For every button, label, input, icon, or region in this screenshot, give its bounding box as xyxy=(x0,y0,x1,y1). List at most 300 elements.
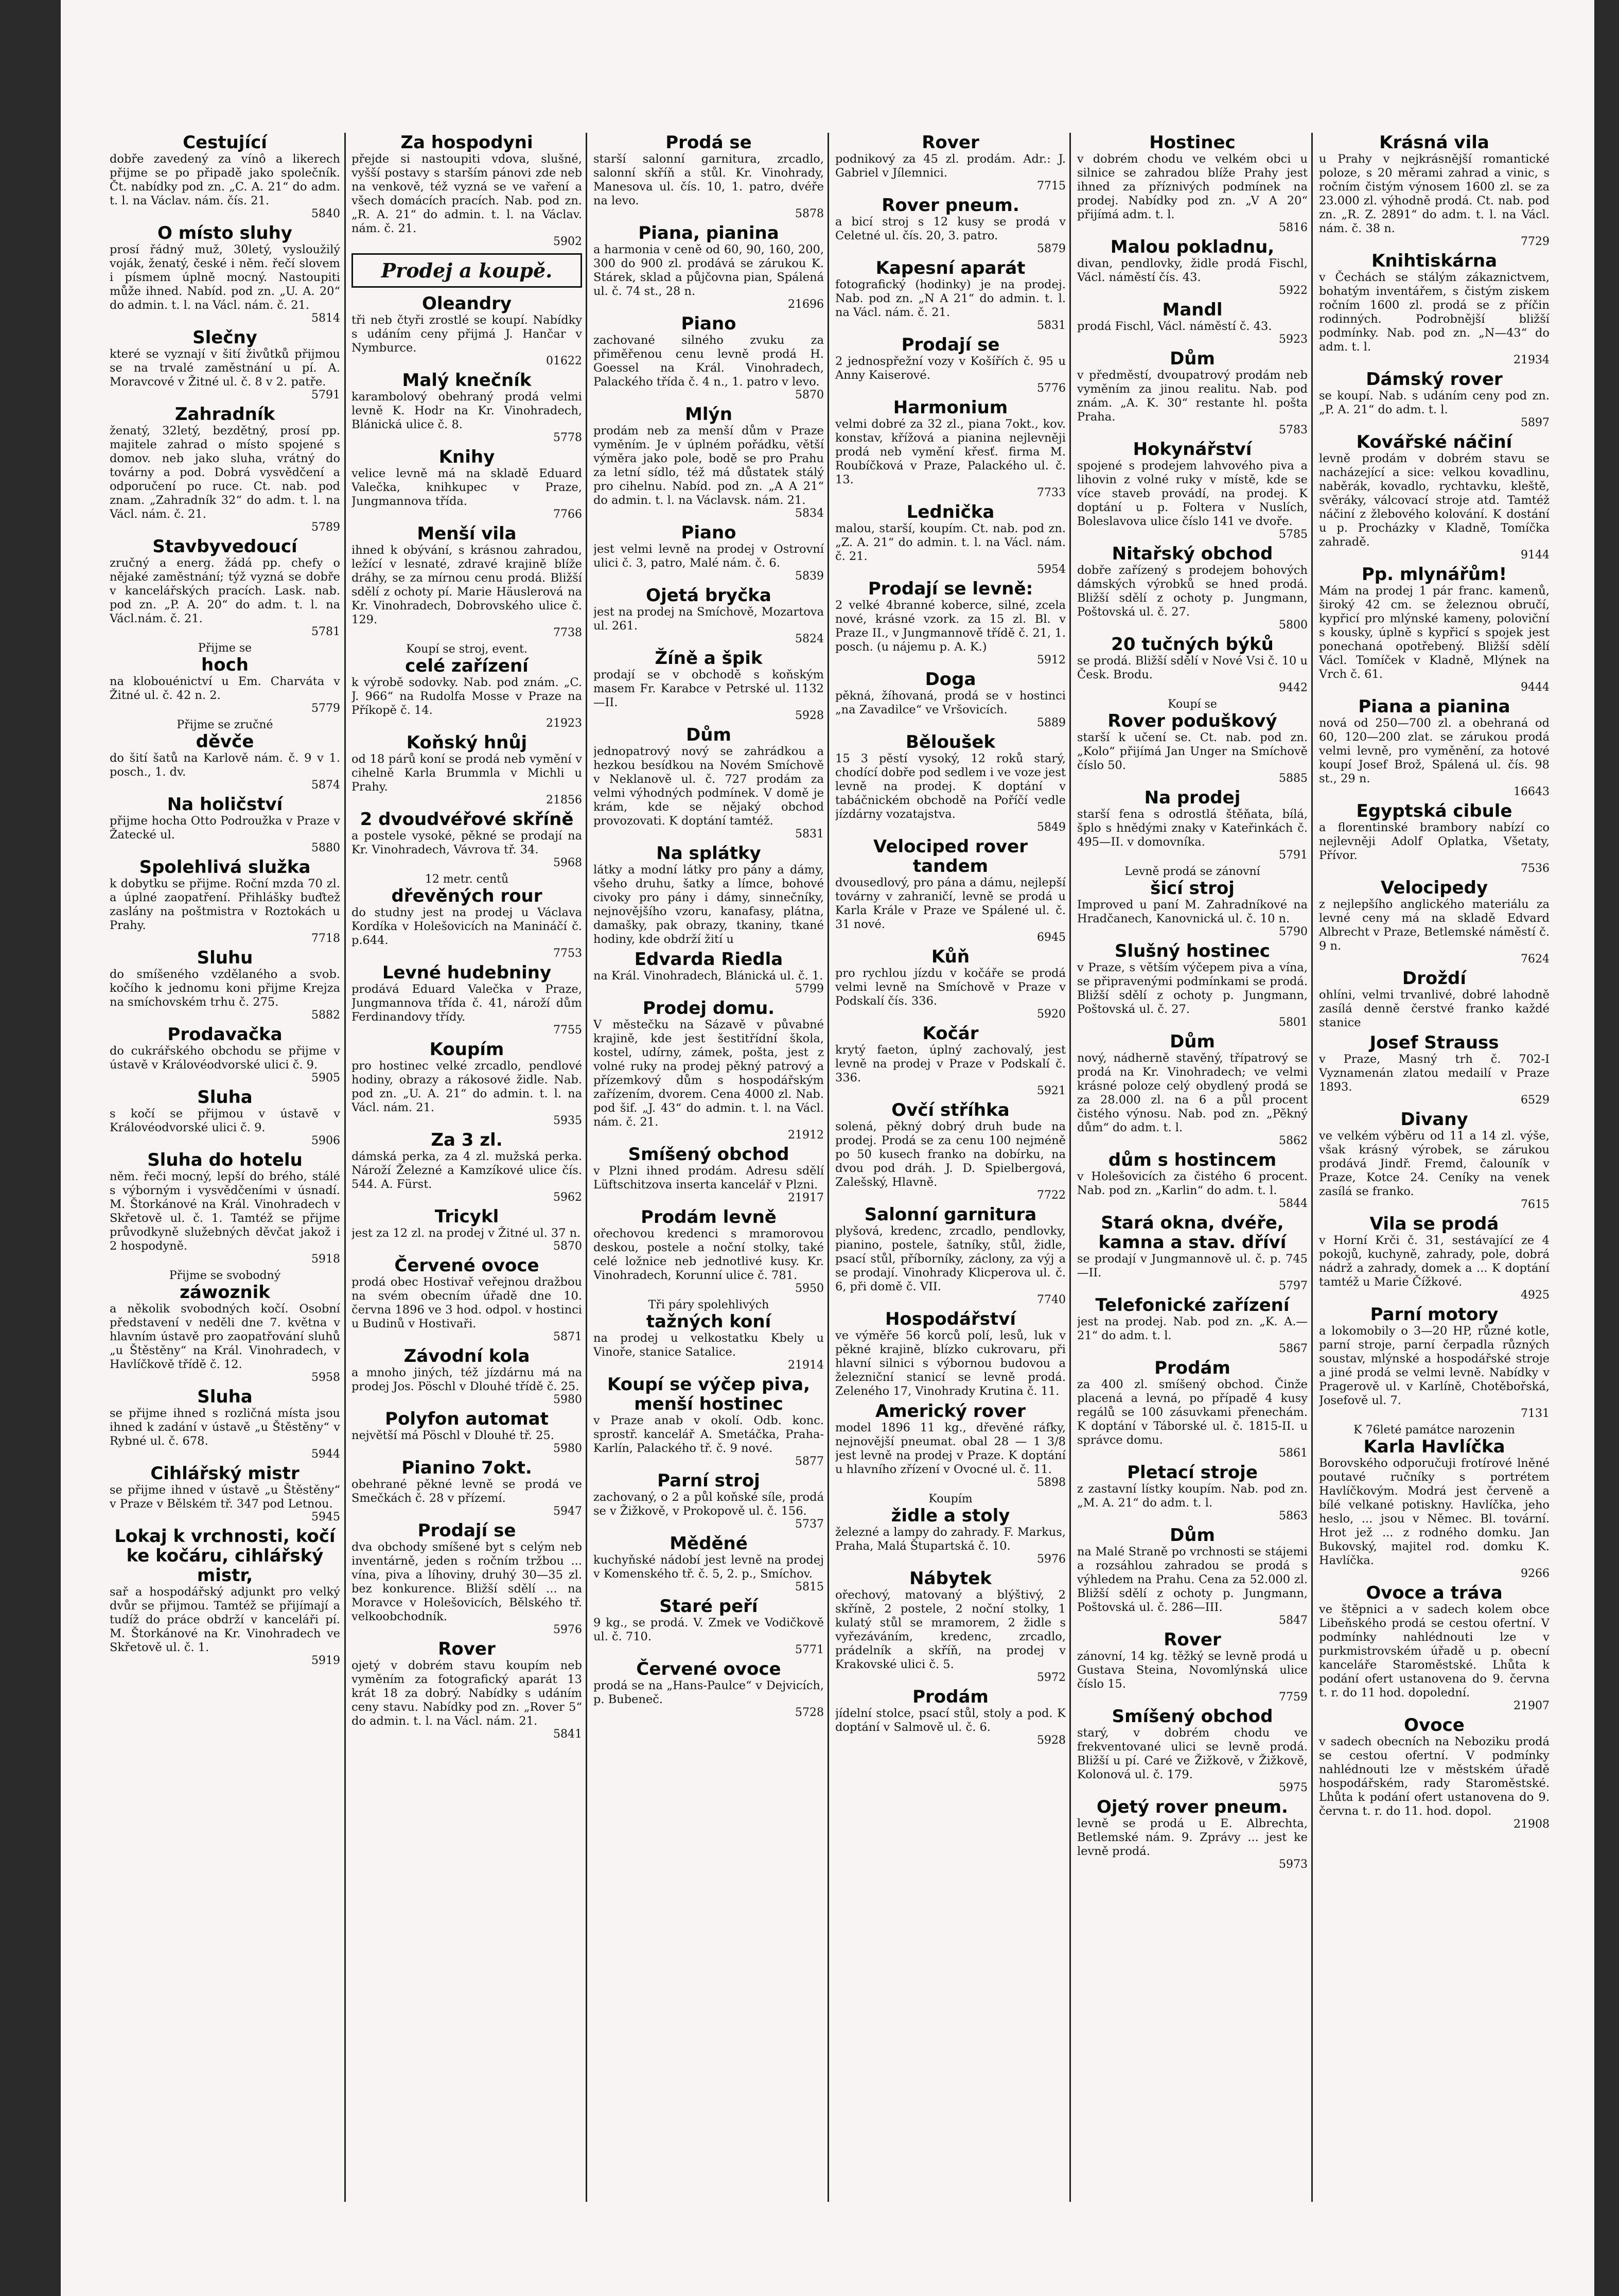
ad-text: a bicí stroj s 12 kusy se prodá v Celetné ul. čís. 20, 3. patro. xyxy=(835,215,1066,242)
ad-text: se koupí. Nab. s udáním ceny pod zn. „P. A. 21“ do adm. t. l. xyxy=(1319,389,1550,416)
classified-ad xyxy=(835,1401,1066,1489)
classified-ad xyxy=(593,1145,824,1204)
classified-ad xyxy=(110,328,340,401)
ad-code: 5737 xyxy=(795,1518,824,1531)
ad-code: 5976 xyxy=(1037,1553,1066,1566)
ad-heading: Dům xyxy=(1170,1525,1215,1546)
classified-ad xyxy=(110,133,340,220)
ad-heading: Pp. mlynářům! xyxy=(1361,564,1507,585)
classified-ad xyxy=(593,1298,824,1372)
ad-heading: Žíně a špik xyxy=(655,648,763,669)
ad-code: 5839 xyxy=(795,570,824,583)
ad-text: ořechový, matovaný a blýštivý, 2 skříně, 2 postele, 2 noční stolky, 1 kulatý stůl se mramorem, 2 židle s vyřezáváním, kredenc, zrcadlo, prádelník a skříň, na prodej v Krakovské ulici č. 5. xyxy=(835,1588,1066,1671)
ad-heading: Prodám xyxy=(1154,1358,1230,1378)
classified-ad xyxy=(1077,1526,1308,1627)
ad-heading: Ovoce xyxy=(1404,1715,1465,1736)
ad-text: a harmonia v ceně od 60, 90, 160, 200, 300 do 900 zl. prodává se zárukou K. Stárek, sklad a půjčovna pian, Spálená ul. č. 74 st., 28 n. xyxy=(593,243,824,298)
ad-code: 7131 xyxy=(1521,1407,1550,1420)
ad-heading: Edvarda Riedla xyxy=(634,949,783,970)
ad-code: 5880 xyxy=(311,842,340,854)
ad-code: 9444 xyxy=(1521,681,1550,694)
classified-ad xyxy=(593,314,824,401)
ad-code: 9144 xyxy=(1521,549,1550,562)
ad-heading: Pletací stroje xyxy=(1127,1462,1258,1483)
ad-text: Borovského odporučuji frotírové lněné poutavé ručníky s portrétem Havlíčkovým. Modrá jest červeně a bílé velkané potiskny. Havlíčka, jeho heslo, ... jsou v Němec. Bl. tovární. Hrot jež ... z rodného domku. Jan Bukovský, majitel rod. domku K. Havlíčka. xyxy=(1319,1457,1550,1567)
ad-text: něm. řeči mocný, lepší do brého, stálé s výborným i vysvědčeními v úsnadí. M. Štorkánové na Král. Vinohradech v Skřetově ul. č. 1. Tamtéž se přijme průvodkyně služebných děvčat jakož i 2 hospodyně. xyxy=(110,1170,340,1253)
ad-text: se přijme ihned v ústavě „u Štěstěny“ v Praze v Bělském tř. 347 pod Letnou. xyxy=(110,1483,340,1511)
ad-heading: Lokaj k vrchnosti, kočí ke kočáru, cihlářský mistr, xyxy=(114,1526,336,1586)
ad-heading: Dámský rover xyxy=(1366,369,1503,390)
ad-preheading: 12 metr. centů xyxy=(425,873,509,886)
ad-text: 2 jednospřežní vozy v Košířích č. 95 u Anny Kaiserové. xyxy=(835,355,1066,382)
classified-ad xyxy=(835,1569,1066,1684)
ad-heading: Dům xyxy=(1170,1031,1215,1052)
ad-text: u Prahy v nejkrásnější romantické poloze, s 20 měrami zahrad a vinic, s ročním čistým výnosem 1600 zl. se za 23.000 zl. výhodně prodá. Ct. nab. pod zn. „R. Z. 2891“ do adm. t. l. na Václ. nám. č. 38 n. xyxy=(1319,152,1550,235)
ad-code: 5972 xyxy=(1037,1671,1066,1684)
classified-ad xyxy=(1077,1032,1308,1147)
ad-heading: Malý knečník xyxy=(402,370,532,391)
ad-heading: Americký rover xyxy=(875,1401,1026,1422)
classified-ad xyxy=(835,1309,1066,1398)
ad-heading: Salonní garnitura xyxy=(864,1204,1037,1225)
ad-text: ženatý, 32letý, bezdětný, prosí pp. majitele zahrad o místo spojené s domov. neb jako sluha, vrátný do továrny a pod. Dobrá vysvědčení a odporučení po ruce. Ct. nab. pod znam. „Zahradník 32“ do adm. t. l. na Václ. nám. č. 21. xyxy=(110,424,340,521)
ad-heading: Rover poduškový xyxy=(1107,711,1277,731)
classified-ad xyxy=(110,1269,340,1384)
ad-code: 5791 xyxy=(311,389,340,401)
ad-code: 7733 xyxy=(1037,486,1066,499)
ad-heading: Zahradník xyxy=(174,404,275,425)
ad-heading: Parní stroj xyxy=(657,1470,760,1491)
newspaper-page xyxy=(61,0,1594,2296)
ad-text: do cukrářského obchodu se přijme v ústavě v Královéodvorské ulici č. 9. xyxy=(110,1044,340,1072)
ad-text: zachované silného zvuku za přiměřenou cenu levně prodá H. Goessel na Král. Vinohradech, Palackého třída č. 4 n., 1. patro v levo. xyxy=(593,334,824,389)
ad-code: 21908 xyxy=(1514,1818,1550,1831)
ad-heading: Velociped rover tandem xyxy=(873,836,1028,877)
classified-ad xyxy=(110,1088,340,1147)
ad-code: 5814 xyxy=(311,312,340,325)
ad-code: 5728 xyxy=(795,1706,824,1719)
ad-code: 7615 xyxy=(1521,1198,1550,1211)
ad-preheading: Přijme se xyxy=(198,642,252,655)
ad-preheading: Koupí se stroj, event. xyxy=(406,643,527,656)
ad-text: do smíšeného vzdělaného a svob. kočího k jednomu koni přijme Krejza na smíchovském trhu č. 275. xyxy=(110,968,340,1009)
ad-text: železné a lampy do zahrady. F. Markus, Praha, Malá Štupartská č. 10. xyxy=(835,1526,1066,1553)
ad-heading: hoch xyxy=(201,655,249,675)
ad-code: 5944 xyxy=(311,1448,340,1461)
ad-text: jest na prodej na Smíchově, Mozartova ul. 261. xyxy=(593,605,824,633)
ad-heading: Kapesní aparát xyxy=(875,258,1026,278)
ad-code: 5861 xyxy=(1279,1447,1308,1460)
ad-code: 5863 xyxy=(1279,1510,1308,1522)
ad-heading: Knihy xyxy=(438,447,495,467)
ad-text: v dobrém chodu ve velkém obci u silnice se zahradou blíže Prahy jest ihned za příznivých podmínek na prodej. Nabídky pod zn. „V A 20“ přijímá adm. t. l. xyxy=(1077,152,1308,221)
ad-heading: Oleandry xyxy=(421,293,512,314)
ad-text: zručný a energ. žádá pp. chefy o nějaké zaměstnání; týž vyzná se dobře v kancelářských pracích. Lask. nab. pod zn. „P. A. 20“ do adm. t. l. na Václ.nám. č. 21. xyxy=(110,556,340,625)
ad-heading: Stavbyvedoucí xyxy=(152,536,297,557)
classified-ad xyxy=(593,523,824,583)
classified-ad xyxy=(593,844,824,947)
ad-code: 5950 xyxy=(795,1282,824,1295)
ad-heading: 20 tučných býků xyxy=(1111,634,1274,655)
ad-text: k dobytku se přijme. Roční mzda 70 zl. a úplné zaopatření. Přihlášky buďtež zaslány na poštmistra v Roztokách u Prahy. xyxy=(110,877,340,932)
ad-heading: Piano xyxy=(681,313,736,334)
classified-ad xyxy=(593,223,824,311)
ad-text: se přijme ihned s rozličná místa jsou ihned k zadání v ústavě „u Štěstěny“ v Rybné ul. č. 678. xyxy=(110,1407,340,1448)
ad-code: 5783 xyxy=(1279,424,1308,436)
classified-ad xyxy=(835,1205,1066,1306)
ad-text: látky a modní látky pro pány a dámy, všeho druhu, šatky a límce, bohové civoky pro pány i dámy, sinnečníky, nejnovějšího vzoru, kanafasy, plátna, damašky, pak obrazy, tkaniny, tkané hodiny, kde obdrží žití u xyxy=(593,863,824,946)
ad-code: 5831 xyxy=(1037,319,1066,332)
ad-heading: Prodavačka xyxy=(167,1024,283,1045)
ad-code: 7766 xyxy=(553,508,582,521)
ad-text: v Praze, Masný trh č. 702-I Vyznamenán zlatou medailí v Praze 1893. xyxy=(1319,1053,1550,1094)
ad-code: 5954 xyxy=(1037,563,1066,576)
classified-ad xyxy=(1077,1358,1308,1460)
ad-text: sař a hospodářský adjunkt pro velký dvůr se přijmou. Tamtéž se přijímají a tudíž do práce obdrží v kanceláři pí. M. Štorkánové na Kr. Vinohradech ve Skřetově ul. č. 1. xyxy=(110,1585,340,1654)
ad-code: 7729 xyxy=(1521,235,1550,248)
ad-text: divan, pendlovky, židle prodá Fischl, Václ. náměstí čís. 43. xyxy=(1077,257,1308,284)
ad-heading: šicí stroj xyxy=(1150,878,1235,899)
ad-heading: Prodám levně xyxy=(641,1207,777,1228)
ad-text: tři neb čtyři zrostlé se koupí. Nabídky s udáním ceny přijmá J. Hančar v Nymburce. xyxy=(351,313,582,355)
ad-heading: Prodají se levně: xyxy=(868,579,1033,599)
ad-heading: Egyptská cibule xyxy=(1356,801,1512,821)
classified-ad xyxy=(351,810,582,869)
ad-heading: Mlýn xyxy=(685,404,732,425)
ad-code: 7738 xyxy=(553,626,582,639)
ad-code: 5905 xyxy=(311,1072,340,1084)
ad-text: spojené s prodejem lahvového piva a lihovin z volné ruky v místě, kde se více staveb provádí, na prodej. K doptání u p. Foltera v Nuslích, Boleslavova ulice číslo 141 ve dvoře. xyxy=(1077,459,1308,528)
ad-heading: Lednička xyxy=(906,502,995,522)
classified-ad xyxy=(835,1492,1066,1566)
ad-text: dámská perka, za 4 zl. mužská perka. Nároží Železné a Kamzíkové ulice čís. 544. A. Fürst. xyxy=(351,1150,582,1191)
ad-code: 7759 xyxy=(1279,1691,1308,1704)
classified-ad xyxy=(593,1659,824,1719)
ad-heading: Červené ovoce xyxy=(394,1255,539,1276)
classified-ad xyxy=(593,405,824,520)
ad-heading: Ovoce a tráva xyxy=(1366,1583,1503,1603)
ad-heading: Divany xyxy=(1400,1109,1468,1130)
ad-text: ve velkém výběru od 11 a 14 zl. výše, však krásný výrobek, se zárukou prodává Jindř. Fremd, čalouník v Praze, Kotce 24. Ceníky na venek zasílá se franko. xyxy=(1319,1129,1550,1198)
ad-heading: Telefonické zařízení xyxy=(1095,1295,1290,1316)
ad-text: pro hostinec velké zrcadlo, pendlové hodiny, obrazy a rákosové židle. Nab. pod zn. „U. A. 21“ do admin. t. l. na Václ. nám. 21. xyxy=(351,1059,582,1114)
ad-text: levně se prodá u E. Albrechta, Betlemské nám. 9. Zprávy ... jest ke levně prodá. xyxy=(1077,1817,1308,1858)
ad-code: 5976 xyxy=(553,1623,582,1636)
ad-text: jest velmi levně na prodej v Ostrovní ulici č. 3, patro, Malé nám. č. 6. xyxy=(593,542,824,570)
ad-text: v Praze anab v okolí. Odb. konc. sprostř. kancelář A. Smetáčka, Praha-Karlín, Palackého tř. č. 9 nové. xyxy=(593,1414,824,1455)
classified-ad xyxy=(351,1040,582,1127)
ad-preheading: Přijme se svobodný xyxy=(169,1269,281,1282)
ad-heading: Droždí xyxy=(1402,968,1467,989)
ad-text: model 1896 11 kg., dřevěné ráfky, nejnovější pneumat. obal 28 — 1 3/8 jest levně na prodej v Praze. K doptání u hlavního zřízení v Ovocné ul. č. 11. xyxy=(835,1421,1066,1476)
ad-code: 5840 xyxy=(311,207,340,220)
ad-heading: záwoznik xyxy=(180,1282,270,1303)
ad-text: za 400 zl. smíšený obchod. Činže placená a levná, po případě 4 kusy regálů se 100 zásuvkami přenechám. K doptání v Táborské ul. č. 1815-II. u správce domu. xyxy=(1077,1378,1308,1447)
ad-code: 16643 xyxy=(1514,785,1550,798)
classified-ad xyxy=(593,133,824,220)
ad-text: v Čechách se stálým zákaznictvem, bohatým inventářem, s čistým ziskem ročním 1600 zl. prodá se z příčin rodinných. Podrobnější bližší podmínky. Nab. pod zn. „N—43“ do adm. t. l. xyxy=(1319,271,1550,354)
ad-heading: Rover xyxy=(438,1639,496,1659)
ad-text: zánovní, 14 kg. těžký se levně prodá u Gustava Steina, Novomlýnská ulice číslo 15. xyxy=(1077,1650,1308,1691)
ad-code: 7536 xyxy=(1521,862,1550,875)
ad-code: 5870 xyxy=(795,389,824,401)
ad-code: 5799 xyxy=(795,983,824,995)
classified-ad xyxy=(593,725,824,840)
classified-ad xyxy=(835,837,1066,944)
ad-code: 5870 xyxy=(553,1240,582,1253)
classified-ad xyxy=(1077,300,1308,346)
ad-code: 5781 xyxy=(311,625,340,638)
classified-ad xyxy=(351,447,582,521)
ad-code: 5877 xyxy=(795,1455,824,1468)
ad-heading: Měděné xyxy=(670,1533,748,1554)
ad-heading: Cestující xyxy=(183,133,267,153)
classified-ad xyxy=(110,718,340,792)
ad-heading: Kovářské náčiní xyxy=(1356,432,1512,452)
classified-ad xyxy=(1319,1583,1550,1712)
ad-heading: O místo sluhy xyxy=(157,223,292,243)
ad-code: 5831 xyxy=(795,828,824,840)
ad-text: a florentinské brambory nabízí co nejlevněji Adolf Oplatka, Všetaty, Přívor. xyxy=(1319,821,1550,862)
ad-code: 5841 xyxy=(553,1728,582,1741)
classified-ad xyxy=(1319,1423,1550,1580)
ad-code: 5885 xyxy=(1279,772,1308,785)
classified-ad xyxy=(593,1375,824,1468)
ad-code: 7715 xyxy=(1037,180,1066,192)
classified-ad xyxy=(1077,1630,1308,1704)
ad-heading: Rover xyxy=(922,133,979,153)
ad-text: starý, v dobrém chodu ve frekventované ulici se levně prodá. Bližší u pí. Caré ve Žižkově, v Žižkově, Kolonová ul. č. 179. xyxy=(1077,1726,1308,1781)
ad-code: 5871 xyxy=(553,1330,582,1343)
ad-heading: Spolehlivá služka xyxy=(139,857,311,878)
classified-ad xyxy=(593,998,824,1142)
classified-ad xyxy=(1319,251,1550,366)
ad-code: 5962 xyxy=(553,1191,582,1204)
classified-ad xyxy=(1319,801,1550,875)
ad-code: 5834 xyxy=(795,507,824,520)
classified-ad xyxy=(1319,1110,1550,1211)
ad-code: 5771 xyxy=(795,1643,824,1656)
ad-code: 5776 xyxy=(1037,382,1066,395)
ad-code: 5800 xyxy=(1279,619,1308,632)
ad-text: z zastavní lístky koupím. Nab. pod zn. „M. A. 21“ do adm. t. l. xyxy=(1077,1482,1308,1510)
ad-heading: Za 3 zl. xyxy=(431,1130,503,1150)
ad-code: 21934 xyxy=(1514,354,1550,366)
ad-heading: Polyfon automat xyxy=(385,1409,549,1429)
ad-heading: Stará okna, dvéře, kamna a stav. dříví xyxy=(1098,1213,1287,1253)
classified-ad xyxy=(1077,544,1308,632)
classified-columns xyxy=(110,133,1548,2202)
classified-ad xyxy=(1077,941,1308,1029)
ad-text: dobře zařízený s prodejem bohových dámských výrobků se hned prodá. Bližší sdělí z ochoty p. Jungmann, Poštovská ul. č. 27. xyxy=(1077,564,1308,619)
ad-heading: Harmonium xyxy=(893,397,1008,418)
ad-code: 5867 xyxy=(1279,1342,1308,1355)
ad-code: 5923 xyxy=(1279,333,1308,346)
ad-heading: Ojetý rover pneum. xyxy=(1097,1797,1288,1817)
ad-text: se prodá. Bližší sdělí v Nové Vsi č. 10 u Česk. Brodu. xyxy=(1077,654,1308,681)
classified-ad xyxy=(351,1256,582,1343)
classified-ad xyxy=(110,537,340,638)
ad-text: a několik svobodných kočí. Osobní představení v neděli dne 7. května v hlavním ústavě pro zaopatřování sluhů „u Štěstěny“ na Král. Vinohradech, v Havlíčkově třídě č. 12. xyxy=(110,1302,340,1371)
ad-heading: dům s hostincem xyxy=(1108,1150,1277,1170)
ad-code: 5889 xyxy=(1037,716,1066,729)
ad-text: jest na prodej. Nab. pod zn. „K. A.—21“ do adm. t. l. xyxy=(1077,1315,1308,1342)
ad-text: z nejlepšího anglického materiálu za levné ceny má na skladě Edvard Albrecht v Praze, Betlemské náměstí č. 9 n. xyxy=(1319,898,1550,953)
classified-ad xyxy=(835,398,1066,499)
ad-text: 9 kg., se prodá. V. Zmek ve Vodičkově ul. č. 710. xyxy=(593,1616,824,1643)
ad-preheading: Přijme se zručné xyxy=(177,718,273,731)
ad-code: 7722 xyxy=(1037,1189,1066,1202)
ad-text: ihned k obývání, s krásnou zahradou, ležící v lesnaté, zdravé krajině blíže dráhy, se za mírnou cenu prodá. Bližší sdělí z ochoty pí. Marie Häuslerová na Kr. Vinohradech, Dobrovského ulice č. 129. xyxy=(351,544,582,626)
ad-code: 21696 xyxy=(788,298,824,311)
ad-text: velice levně má na skladě Eduard Valečka, knihkupec v Praze, Jungmannova třída. xyxy=(351,467,582,508)
ad-heading: Knihtiskárna xyxy=(1371,251,1498,271)
classified-ad xyxy=(1319,565,1550,694)
ad-heading: Červené ovoce xyxy=(636,1659,781,1679)
ad-code: 7624 xyxy=(1521,953,1550,966)
classified-ad xyxy=(110,1025,340,1084)
classified-ad xyxy=(1077,1797,1308,1871)
ad-heading: Tricykl xyxy=(434,1206,499,1227)
ad-heading: dřevěných rour xyxy=(391,886,542,906)
ad-text: solená, pěkný dobrý druh bude na prodej. Prodá se za cenu 100 nejméně po 50 kusech franko na dobírku, na dvou pod dráh. J. D. Spielbergová, Zalešský, Hlavně. xyxy=(835,1120,1066,1189)
classified-ad xyxy=(835,670,1066,729)
ad-code: 5816 xyxy=(1279,221,1308,234)
ad-text: na prodej u velkostatku Kbely u Vinoře, stanice Satalice. xyxy=(593,1331,824,1359)
ad-code: 5844 xyxy=(1279,1197,1308,1210)
ad-heading: Piana, pianina xyxy=(638,223,779,243)
ad-heading: Koupím xyxy=(429,1039,504,1060)
ad-code: 21912 xyxy=(788,1129,824,1142)
ad-text: pěkná, žíhovaná, prodá se v hostinci „na Zavadilce“ ve Vršovicích. xyxy=(835,689,1066,716)
ad-code: 5945 xyxy=(311,1511,340,1523)
ad-heading: tažných koní xyxy=(646,1311,771,1332)
classified-ad xyxy=(835,732,1066,834)
classified-ad xyxy=(351,294,582,367)
ad-text: ohlíni, velmi trvanlivé, dobré lahodně zasílá denně čerstvé franko každé stanice xyxy=(1319,988,1550,1029)
ad-code: 5906 xyxy=(311,1134,340,1147)
ad-code: 5958 xyxy=(311,1371,340,1384)
classified-ad xyxy=(351,733,582,807)
classified-ad xyxy=(835,335,1066,395)
ad-text: v Praze, s větším výčepem piva a vína, se připravenými podmínkami se prodá. Bližší sdělí z ochoty p. Jungmann, Poštovská ul. č. 27. xyxy=(1077,961,1308,1016)
ad-heading: Menší vila xyxy=(417,523,517,544)
ad-text: prodá Fischl, Václ. náměstí č. 43. xyxy=(1077,320,1272,333)
ad-code: 5975 xyxy=(1279,1781,1308,1794)
ad-code: 5849 xyxy=(1037,821,1066,834)
ad-text: zachovaný, o 2 a půl koňské síle, prodá se v Žižkově, v Prokopově ul. č. 156. xyxy=(593,1491,824,1518)
classified-ad xyxy=(593,586,824,645)
ad-text: do studny jest na prodej u Václava Kordíka v Holešovicích na Manináčí č. p.644. xyxy=(351,906,582,947)
ad-text: ojetý v dobrém stavu koupím neb vyměním za fotografický aparát 13 krát 18 za dobrý. Nabídky s udáním ceny stavu. Nabídky pod zn. „Rover 5“ do admin. t. l. na Václ. nám. 21. xyxy=(351,1659,582,1728)
ad-text: do šití šatů na Karlově nám. č. 9 v 1. posch., 1. dv. xyxy=(110,751,340,779)
classified-ad xyxy=(593,1471,824,1531)
ad-heading: Prodají se xyxy=(901,335,1000,355)
ad-text: jídelní stolce, psací stůl, stoly a pod. K doptání v Salmově ul. č. 6. xyxy=(835,1707,1066,1734)
ad-code: 01622 xyxy=(546,355,582,367)
ad-heading: Slečny xyxy=(192,327,257,348)
ad-text: na klobouénictví u Em. Charváta v Žitné ul. č. 42 n. 2. xyxy=(110,675,340,702)
classified-ad xyxy=(1077,788,1308,862)
ad-code: 21917 xyxy=(788,1191,824,1204)
ad-heading: Na holičství xyxy=(167,794,283,815)
classified-ad xyxy=(351,1409,582,1455)
ad-heading: Rover pneum. xyxy=(882,195,1019,216)
ad-heading: Doga xyxy=(925,669,976,690)
ad-text: prodám neb za menší dům v Praze vyměním. Je v úplném pořádku, větší výměra jako pole, bodě se pro Prahu za letní sídlo, též má důstatek stálý pro cihelnu. Nabíd. pod zn. „A A 21“ do admin. t. l. na Václavsk. nám. 21. xyxy=(593,424,824,507)
ad-text: nový, nádherně stavěný, třípatrový se prodá na Kr. Vinohradech; ve velmi krásné poloze celý obydlený prodá se za 28.000 zl. na 6 a půl procent čistého výnosu. Nab. pod zn. „Pěkný dům“ do adm. t. l. xyxy=(1077,1051,1308,1134)
ad-text: kuchyňské nádobí jest levně na prodej v Komenského tř. č. 5, 2. p., Smíchov. xyxy=(593,1553,824,1581)
ad-text: Improved u paní M. Zahradníkové na Hradčanech, Kanovnická ul. č. 10 n. xyxy=(1077,898,1308,925)
ad-text: fotografický (hodinky) je na prodej. Nab. pod zn. „N A 21“ do admin. t. l. na Václ. nám. č. 21. xyxy=(835,278,1066,319)
classified-ad xyxy=(1319,370,1550,429)
ad-heading: Karla Havlíčka xyxy=(1363,1436,1505,1457)
ad-code: 5902 xyxy=(553,235,582,248)
ad-text: krytý faeton, úplný zachovalý, jest levně na prodej v Praze v Podskalí č. 336. xyxy=(835,1043,1066,1084)
ad-preheading: Levně prodá se zánovní xyxy=(1124,865,1260,878)
ad-preheading: Tři páry spolehlivých xyxy=(648,1299,769,1311)
ad-text: prodává Eduard Valečka v Praze, Jungmannova třída č. 41, nároží dům Ferdinandovy třídy. xyxy=(351,983,582,1024)
classified-ad xyxy=(1077,1213,1308,1292)
ad-text: ořechovou kredenci s mramorovou deskou, postele a noční stolky, také celé ložnice neb jednotlivé kusy. Kr. Vinohradech, Korunní ulice č. 781. xyxy=(593,1227,824,1282)
ad-code: 5878 xyxy=(795,207,824,220)
classified-ad xyxy=(1077,440,1308,541)
ad-heading: Běloušek xyxy=(905,732,996,752)
ad-heading: Nábytek xyxy=(909,1568,992,1589)
ad-heading: Prodají se xyxy=(417,1520,516,1541)
classified-ad xyxy=(835,579,1066,667)
classified-ad xyxy=(351,642,582,730)
classified-ad xyxy=(351,1639,582,1741)
classified-ad xyxy=(593,1534,824,1593)
ad-text: prodá se na „Hans-Paulce“ v Dejvicích, p. Bubeneč. xyxy=(593,1679,824,1706)
classified-ad xyxy=(110,948,340,1022)
classified-ad xyxy=(110,1464,340,1523)
ad-text: a postele vysoké, pěkné se prodají na Kr. Vinohradech, Vávrova tř. 34. xyxy=(351,829,582,856)
classified-ad xyxy=(351,133,582,248)
ad-heading: Za hospodyni xyxy=(400,133,533,153)
classified-ad xyxy=(1077,133,1308,234)
classified-ad xyxy=(835,133,1066,192)
ad-text: největší má Pöschl v Dlouhé tř. 25. xyxy=(351,1429,554,1442)
ad-text: přejde si nastoupiti vdova, slušné, vyšší postavy s starším pánovi zde neb na venkově, též vyzná se ve vaření a všech domácích pracích. Nab. pod zn. „R. A. 21“ do admin. t. l. na Václav. nám. č. 21. xyxy=(351,152,582,235)
ad-code: 6529 xyxy=(1521,1094,1550,1107)
ad-heading: Dům xyxy=(686,725,731,745)
ad-text: dvousedlový, pro pána a dámu, nejlepší továrny v zahraničí, levně se prodá u Karla Krále v Praze ve Spálené ul. č. 31 nové. xyxy=(835,876,1066,931)
ad-heading: Staré peří xyxy=(659,1596,758,1617)
ad-code: 5791 xyxy=(1279,849,1308,862)
ad-text: plyšová, kredenc, zrcadlo, pendlovky, pianino, postele, šatníky, stůl, židle, psací stůl, příborníky, záclony, za výj a se prodají. Vinohrady Klicperova ul. č. 6, při domě č. VII. xyxy=(835,1224,1066,1293)
classified-ad xyxy=(110,1150,340,1266)
classified-ad xyxy=(1077,237,1308,297)
ad-code: 5790 xyxy=(1279,925,1308,938)
ad-text: 15 3 pěstí vysoký, 12 roků starý, chodící dobře pod sedlem i ve voze jest levně na prodej. K doptání v tabáčnickém obchodě na Poříčí vedle jízdárny vozatajstva. xyxy=(835,752,1066,821)
ad-heading: Malou pokladnu, xyxy=(1110,237,1275,257)
classified-ad xyxy=(835,1687,1066,1747)
classified-ad xyxy=(1319,1214,1550,1302)
ad-code: 6945 xyxy=(1037,931,1066,944)
ad-text: obehrané pěkné levně se prodá ve Smečkách č. 28 v přízemí. xyxy=(351,1478,582,1505)
ad-text: a mnoho jiných, též jízdárnu má na prodej Jos. Pöschl v Dlouhé třídě č. 25. xyxy=(351,1366,582,1393)
ad-heading: 2 dvoudvéřové skříně xyxy=(360,809,574,830)
ad-text: nová od 250—700 zl. a obehraná od 60, 120—200 zlat. se zárukou prodá velmi levně, pro vyměnění, za hotové koupí Josef Brož, Spálená ul. čís. 98 st., 29 n. xyxy=(1319,716,1550,785)
classified-ad xyxy=(1319,1715,1550,1831)
ad-code: 21907 xyxy=(1514,1699,1550,1712)
classified-ad xyxy=(110,405,340,534)
ad-code: 5980 xyxy=(553,1442,582,1455)
ad-heading: Kůň xyxy=(931,947,970,967)
ad-text: s kočí se přijmou v ústavě v Královéodvorské ulici č. 9. xyxy=(110,1107,340,1134)
